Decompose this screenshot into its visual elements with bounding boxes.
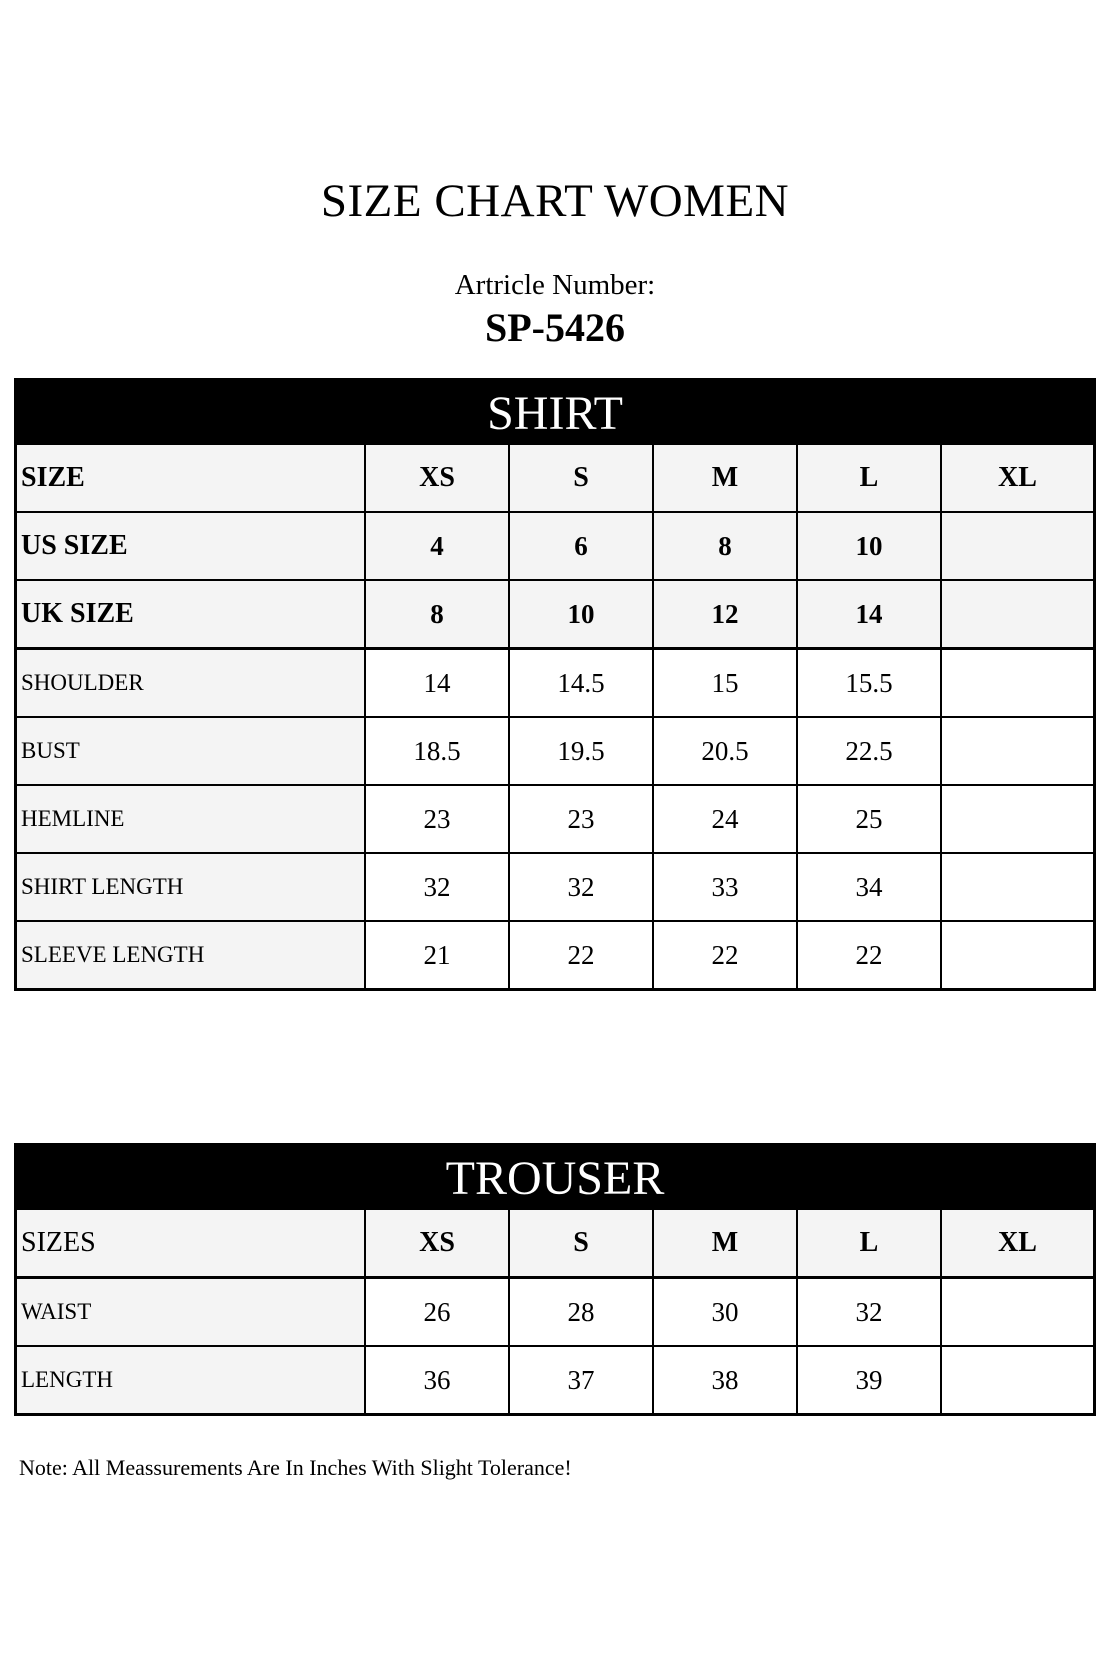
table-cell: 32 (797, 1278, 941, 1347)
table-row (17, 580, 1093, 649)
row-label: SHIRT LENGTH (17, 853, 365, 921)
table-cell: 28 (509, 1278, 653, 1347)
size-cell: M (653, 1209, 797, 1278)
table-cell: 14 (365, 649, 509, 718)
size-cell: XS (365, 1209, 509, 1278)
table-cell (941, 921, 1093, 988)
row-label: US SIZE (17, 512, 365, 580)
measurement-note: Note: All Meassurements Are In Inches With Slight Tolerance! (19, 1455, 572, 1480)
row-label: HEMLINE (17, 785, 365, 853)
table-cell: 21 (365, 921, 509, 988)
row-label: SIZE (17, 444, 365, 512)
table-cell: 14.5 (509, 649, 653, 718)
table-cell (941, 853, 1093, 921)
row-label: WAIST (17, 1278, 365, 1347)
table-cell: 30 (653, 1278, 797, 1347)
table-cell: 10 (797, 512, 941, 580)
row-label: SLEEVE LENGTH (17, 921, 365, 988)
table-cell: 22 (653, 921, 797, 988)
table-row (17, 444, 1093, 512)
table-cell: 6 (509, 512, 653, 580)
table-cell: 39 (797, 1346, 941, 1413)
table-cell: 19.5 (509, 717, 653, 785)
row-label: SHOULDER (17, 649, 365, 718)
page-title: SIZE CHART WOMEN (320, 175, 790, 227)
table-cell: 38 (653, 1346, 797, 1413)
row-label: LENGTH (17, 1346, 365, 1413)
row-label: UK SIZE (17, 580, 365, 649)
table-cell: 33 (653, 853, 797, 921)
trouser-size-table (14, 1143, 1096, 1416)
size-cell: L (797, 1209, 941, 1278)
table-cell: 22 (797, 921, 941, 988)
table-cell (941, 717, 1093, 785)
table-row (17, 717, 1093, 785)
table-cell: 23 (509, 785, 653, 853)
size-cell: XS (365, 444, 509, 512)
table-cell (941, 1278, 1093, 1347)
table-cell: 14 (797, 580, 941, 649)
table-cell: 24 (653, 785, 797, 853)
table-cell: 36 (365, 1346, 509, 1413)
shirt-table (17, 443, 1093, 988)
table-cell (941, 1346, 1093, 1413)
size-cell: XL (941, 1209, 1093, 1278)
table-cell (941, 649, 1093, 718)
table-cell: 37 (509, 1346, 653, 1413)
table-cell: 23 (365, 785, 509, 853)
row-label: BUST (17, 717, 365, 785)
shirt-size-table (14, 378, 1096, 991)
table-cell (941, 785, 1093, 853)
trouser-table-header: TROUSER (17, 1146, 1093, 1208)
shirt-table-header: SHIRT (17, 381, 1093, 443)
size-cell: M (653, 444, 797, 512)
size-cell: XL (941, 444, 1093, 512)
table-row (17, 785, 1093, 853)
table-cell: 32 (509, 853, 653, 921)
table-cell: 22 (509, 921, 653, 988)
table-cell (941, 580, 1093, 649)
table-cell: 25 (797, 785, 941, 853)
table-cell: 20.5 (653, 717, 797, 785)
size-cell: L (797, 444, 941, 512)
table-row (17, 1209, 1093, 1278)
table-cell: 10 (509, 580, 653, 649)
article-label: Artricle Number: (454, 269, 656, 301)
table-cell (941, 512, 1093, 580)
table-cell: 15 (653, 649, 797, 718)
table-cell: 26 (365, 1278, 509, 1347)
table-cell: 8 (365, 580, 509, 649)
table-row (17, 649, 1093, 718)
table-row (17, 1346, 1093, 1413)
table-row (17, 512, 1093, 580)
table-cell: 8 (653, 512, 797, 580)
table-cell: 22.5 (797, 717, 941, 785)
trouser-table (17, 1208, 1093, 1413)
row-label: SIZES (17, 1209, 365, 1278)
table-cell: 18.5 (365, 717, 509, 785)
size-cell: S (509, 444, 653, 512)
table-row (17, 853, 1093, 921)
table-cell: 4 (365, 512, 509, 580)
table-cell: 32 (365, 853, 509, 921)
table-cell: 34 (797, 853, 941, 921)
table-cell: 12 (653, 580, 797, 649)
size-cell: S (509, 1209, 653, 1278)
article-number: SP-5426 (485, 305, 625, 350)
table-row (17, 921, 1093, 988)
table-row (17, 1278, 1093, 1347)
table-cell: 15.5 (797, 649, 941, 718)
